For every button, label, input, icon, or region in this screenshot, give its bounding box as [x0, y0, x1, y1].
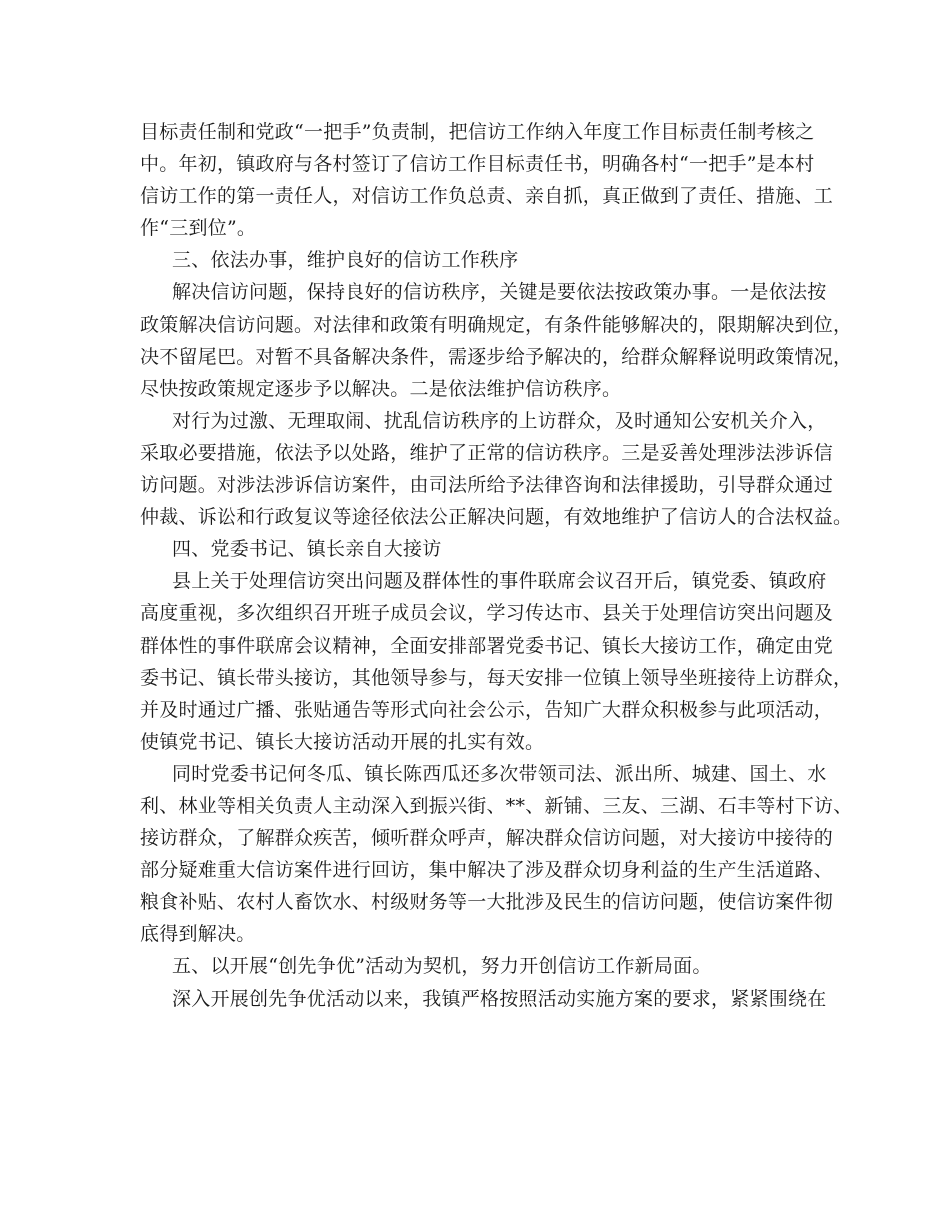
text-line: 采取必要措施，依法予以处路，维护了正常的信访秩序。三是妥善处理涉法涉诉信 [140, 441, 834, 464]
text-line: 目标责任制和党政“一把手”负责制，把信访工作纳入年度工作目标责任制考核之 [140, 121, 815, 143]
text-line: 深入开展创先争优活动以来，我镇严格按照活动实施方案的要求，紧紧围绕在 [172, 987, 827, 1010]
text-line: 使镇党书记、镇长大接访活动开展的扎实有效。 [140, 730, 545, 753]
text-line: 粮食补贴、农村人畜饮水、村级财务等一大批涉及民生的信访问题，使信访案件彻 [140, 891, 834, 914]
text-line: 四、党委书记、镇长亲自大接访 [172, 538, 442, 561]
text-line: 底得到解决。 [140, 923, 256, 946]
text-line: 五、以开展“创先争优”活动为契机，努力开创信访工作新局面。 [172, 955, 712, 978]
text-line: 县上关于处理信访突出问题及群体性的事件联席会议召开后，镇党委、镇政府 [172, 570, 827, 593]
text-line: 同时党委书记何冬瓜、镇长陈西瓜还多次带领司法、派出所、城建、国土、水 [172, 762, 827, 785]
text-line: 信访工作的第一责任人，对信访工作负总责、亲自抓，真正做到了责任、措施、工 [140, 185, 834, 208]
text-line: 接访群众，了解群众疾苦，倾听群众呼声，解决群众信访问题，对大接访中接待的 [140, 827, 834, 850]
text-line: 群体性的事件联席会议精神，全面安排部署党委书记、镇长大接访工作，确定由党 [140, 634, 834, 657]
text-line: 对行为过激、无理取闹、扰乱信访秩序的上访群众，及时通知公安机关介入， [172, 409, 827, 432]
document-body [140, 116, 853, 1015]
text-line: 政策解决信访问题。对法律和政策有明确规定，有条件能够解决的，限期解决到位， [140, 313, 853, 336]
text-line: 高度重视，多次组织召开班子成员会议，学习传达市、县关于处理信访突出问题及 [140, 602, 834, 625]
text-line: 三、依法办事，维护良好的信访工作秩序 [172, 249, 519, 272]
text-line: 部分疑难重大信访案件进行回访，集中解决了涉及群众切身利益的生产生活道路、 [140, 859, 834, 882]
text-line: 作“三到位”。 [140, 217, 257, 240]
text-line: 并及时通过广播、张贴通告等形式向社会公示，告知广大群众积极参与此项活动， [140, 698, 834, 721]
text-line: 尽快按政策规定逐步予以解决。二是依法维护信访秩序。 [140, 377, 622, 400]
text-line: 访问题。对涉法涉诉信访案件，由司法所给予法律咨询和法律援助，引导群众通过 [140, 474, 834, 497]
text-line: 利、林业等相关负责人主动深入到振兴街、**、新铺、三友、三湖、石丰等村下访、 [140, 794, 853, 817]
text-line: 中。年初，镇政府与各村签订了信访工作目标责任书，明确各村“一把手”是本村 [140, 153, 815, 176]
text-line: 仲裁、诉讼和行政复议等途径依法公正解决问题，有效地维护了信访人的合法权益。 [140, 506, 853, 529]
text-line: 委书记、镇长带头接访，其他领导参与，每天安排一位镇上领导坐班接待上访群众， [140, 666, 853, 689]
text-line: 解决信访问题，保持良好的信访秩序，关键是要依法按政策办事。一是依法按 [172, 281, 827, 304]
text-line: 决不留尾巴。对暂不具备解决条件，需逐步给予解决的，给群众解释说明政策情况， [140, 345, 853, 368]
